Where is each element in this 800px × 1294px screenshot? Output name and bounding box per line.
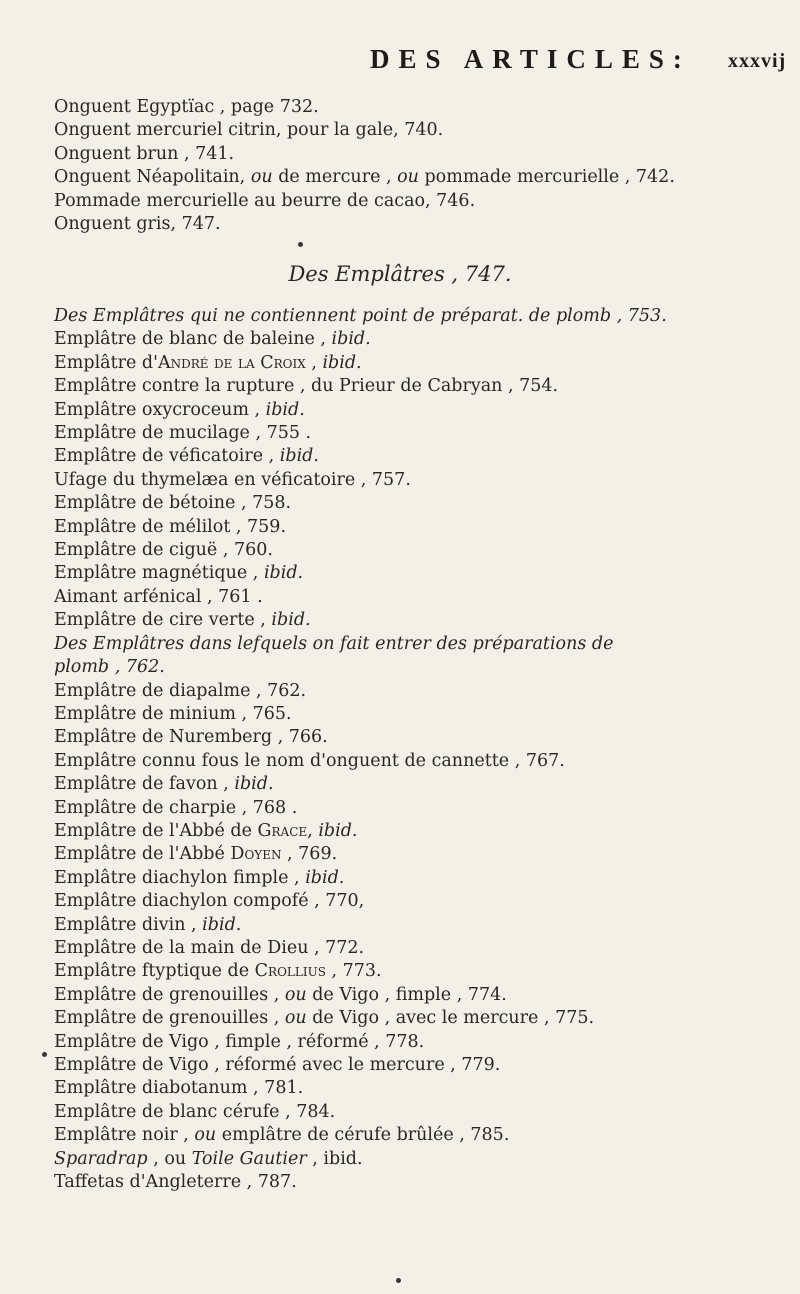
list-item: Emplâtre de Vigo , réformé avec le mercure , 779. (54, 1055, 501, 1075)
list-item: Emplâtre de l'Abbé Doyen , 769. (54, 844, 338, 865)
list-item: Emplâtre de bétoine , 758. (54, 493, 292, 514)
list-item: Emplâtre diachylon fimple , ibid. (54, 867, 345, 888)
list-item: Ufage du thymelæa en véficatoire , 757. (54, 469, 411, 490)
subsection-heading: Des Emplâtres qui ne contiennent point de préparat. de plomb , 753. (54, 306, 667, 326)
emplatres-list-1 (54, 305, 766, 1194)
list-item: Emplâtre magnétique , ibid. (54, 563, 304, 584)
ink-speck (42, 1052, 47, 1057)
list-item: Emplâtre d'André de la Croix , ibid. (54, 352, 362, 373)
onguent-list (54, 96, 766, 236)
ink-speck (396, 1278, 401, 1283)
list-item: Emplâtre noir , ou emplâtre de cérufe brûlée , 785. (54, 1125, 510, 1146)
list-item: Emplâtre connu fous le nom d'onguent de cannette , 767. (54, 750, 565, 771)
list-item: Emplâtre ftyptique de Crollius , 773. (54, 961, 382, 982)
subsection-heading: Des Emplâtres dans lefquels on fait entrer des préparations de (54, 633, 614, 654)
list-item: Emplâtre contre la rupture , du Prieur de Cabryan , 754. (54, 376, 559, 397)
list-item: Emplâtre de l'Abbé de Grace, ibid. (54, 820, 358, 841)
list-item: Emplâtre de grenouilles , ou de Vigo , avec le mercure , 775. (54, 1008, 595, 1029)
list-item: Emplâtre de favon , ibid. (54, 774, 274, 795)
list-item: Emplâtre diachylon compofé , 770, (54, 891, 365, 912)
list-item: Emplâtre de Vigo , fimple , réformé , 778. (54, 1031, 425, 1052)
list-item: Onguent gris, 747. (54, 214, 221, 235)
page-number: xxxvij (728, 50, 787, 72)
subsection-heading-cont: plomb , 762. (54, 657, 165, 678)
list-item: Emplâtre de Nuremberg , 766. (54, 727, 328, 748)
list-item: Emplâtre de grenouilles , ou de Vigo , fimple , 774. (54, 984, 507, 1005)
list-item: Onguent mercuriel citrin, pour la gale, 740. (54, 120, 444, 141)
list-item: Emplâtre de véficatoire , ibid. (54, 446, 319, 467)
list-item: Emplâtre oxycroceum , ibid. (54, 399, 305, 420)
list-item: Taffetas d'Angleterre , 787. (54, 1172, 297, 1193)
list-item: Emplâtre de cire verte , ibid. (54, 610, 311, 631)
ink-speck (298, 242, 303, 247)
list-item: Emplâtre diabotanum , 781. (54, 1078, 304, 1099)
list-item: Emplâtre de mucilage , 755 . (54, 423, 312, 444)
list-item: Pommade mercurielle au beurre de cacao, 746. (54, 190, 476, 211)
list-item: Onguent Egyptïac , page 732. (54, 97, 319, 117)
list-item: Emplâtre de mélilot , 759. (54, 516, 287, 537)
list-item: Onguent Néapolitain, ou de mercure , ou pommade mercurielle , 742. (54, 167, 675, 188)
list-item: Emplâtre de ciguë , 760. (54, 540, 273, 561)
section-heading: Des Emplâtres , 747. (288, 262, 512, 286)
list-item: Onguent brun , 741. (54, 143, 235, 164)
list-item: Emplâtre de charpie , 768 . (54, 797, 298, 818)
list-item: Emplâtre de diapalme , 762. (54, 680, 307, 701)
list-item: Emplâtre de minium , 765. (54, 703, 292, 724)
running-head: DES ARTICLES: (370, 44, 691, 74)
list-item: Emplâtre de blanc cérufe , 784. (54, 1101, 336, 1122)
list-item: Emplâtre de la main de Dieu , 772. (54, 937, 365, 958)
list-item: Aimant arfénical , 761 . (54, 586, 263, 607)
list-item: Sparadrap , ou Toile Gautier , ibid. (54, 1148, 363, 1169)
list-item: Emplâtre divin , ibid. (54, 914, 242, 935)
list-item: Emplâtre de blanc de baleine , ibid. (54, 329, 371, 350)
